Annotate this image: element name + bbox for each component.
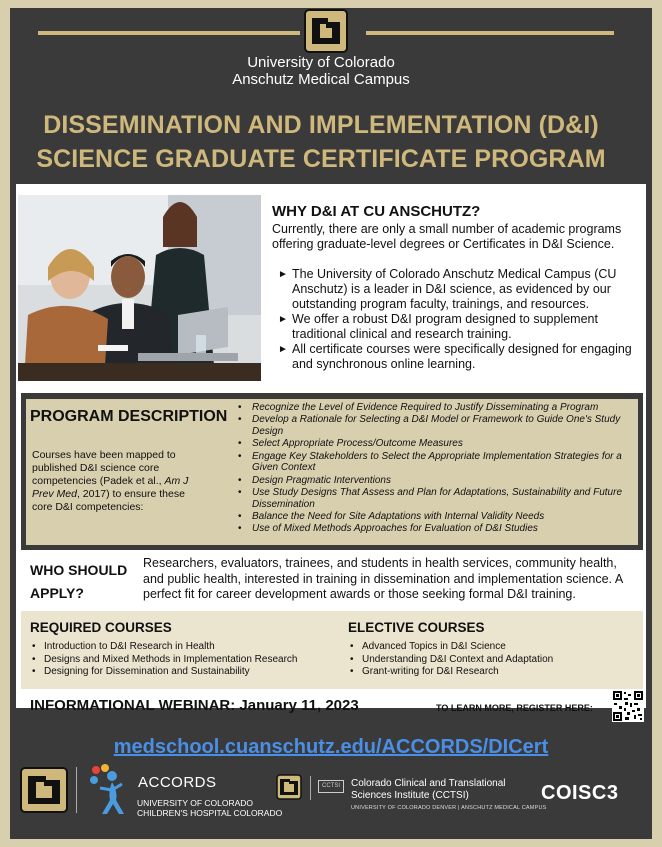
elective-courses-heading: ELECTIVE COURSES xyxy=(348,620,485,635)
program-url-link[interactable]: medschool.cuanschutz.edu/ACCORDS/DICert xyxy=(113,736,549,758)
list-item: • Understanding D&I Context and Adaptation xyxy=(348,654,638,667)
required-courses-list xyxy=(30,641,340,679)
required-courses-heading: REQUIRED COURSES xyxy=(30,620,172,635)
list-item: • Designs and Mixed Methods in Implementation Research xyxy=(30,654,340,667)
cctsi-badge: CCTSI xyxy=(318,780,344,793)
list-item: • Use Study Designs That Assess and Plan for Adaptations, Sustainability and Future Dissemination xyxy=(238,487,628,511)
list-item: ► The University of Colorado Anschutz Medical Campus (CU Anschutz) is a leader in D&I science, as evidenced by our outstanding program faculty, trainings, and resources. xyxy=(278,267,617,311)
university-name: University of Colorado xyxy=(247,54,395,71)
header-rule-left xyxy=(38,31,300,35)
list-item: • Develop a Rationale for Selecting a D&I Model or Framework to Guide One's Study Design xyxy=(238,414,628,438)
campus-name: Anschutz Medical Campus xyxy=(232,71,410,88)
why-bullets xyxy=(278,267,650,372)
who-text: Researchers, evaluators, trainees, and students in health services, community health, and public health, interested in training in dissemination and implementation science. A perfect fit for career development awards or those seeking formal D&I training. xyxy=(143,556,623,601)
arrow-bullet-icon: ► xyxy=(278,269,288,280)
list-item: ► We offer a robust D&I program designed to supplement traditional clinical and research training. xyxy=(278,312,598,341)
footer-divider xyxy=(76,767,77,813)
elective-courses-list xyxy=(348,641,638,679)
webinar-date: INFORMATIONAL WEBINAR: January 11, 2023 xyxy=(30,697,359,714)
footer-divider xyxy=(310,776,311,800)
why-heading: WHY D&I AT CU ANSCHUTZ? xyxy=(272,203,481,220)
program-title-line2: SCIENCE GRADUATE CERTIFICATE PROGRAM xyxy=(36,145,606,173)
coisc3-logo: COISC3 xyxy=(541,782,619,804)
accords-name: ACCORDS xyxy=(138,774,217,791)
list-item: ► All certificate courses were specifically designed for engaging and synchronous online learning. xyxy=(278,342,632,371)
students-photo xyxy=(18,195,261,381)
cctsi-name: Sciences Institute (CCTSI) xyxy=(351,790,469,801)
competency-list xyxy=(238,402,628,536)
list-item: • Engage Key Stakeholders to Select the Appropriate Implementation Strategies for a Given Context xyxy=(238,451,628,475)
arrow-bullet-icon: ► xyxy=(278,344,288,355)
cctsi-name: Colorado Clinical and Translational xyxy=(351,778,506,789)
list-item: • Grant-writing for D&I Research xyxy=(348,666,638,679)
learn-more-text: TO LEARN MORE, REGISTER HERE: xyxy=(436,703,593,713)
list-item: • Introduction to D&I Research in Health xyxy=(30,641,340,654)
list-item: • Designing for Dissemination and Sustainability xyxy=(30,666,340,679)
cu-logo-icon xyxy=(304,9,348,53)
accords-affiliation: CHILDREN'S HOSPITAL COLORADO xyxy=(137,808,283,818)
cctsi-affiliation: UNIVERSITY OF COLORADO DENVER | ANSCHUTZ MEDICAL CAMPUS xyxy=(351,805,547,811)
accords-affiliation: UNIVERSITY OF COLORADO xyxy=(137,798,254,808)
cu-small-logo-icon xyxy=(276,774,302,800)
program-title-line1: DISSEMINATION AND IMPLEMENTATION (D&I) xyxy=(43,111,599,139)
header-rule-right xyxy=(366,31,614,35)
program-heading: PROGRAM DESCRIPTION xyxy=(30,408,228,425)
arrow-bullet-icon: ► xyxy=(278,314,288,325)
list-item: • Use of Mixed Methods Approaches for Evaluation of D&I Studies xyxy=(238,523,628,535)
list-item: • Advanced Topics in D&I Science xyxy=(348,641,638,654)
list-item: • Balance the Need for Site Adaptations with Internal Validity Needs xyxy=(238,511,628,523)
program-description: Courses have been mapped to published D&I science core competencies (Padek et al., Am J Prev Med, 2017) to ensure these core D&I competencies: xyxy=(32,449,189,513)
list-item: • Design Pragmatic Interventions xyxy=(238,475,628,487)
cu-footer-logo-icon xyxy=(20,767,68,813)
accords-logo-icon xyxy=(88,762,128,816)
why-intro-text: Currently, there are only a small number of academic programs offering graduate-level degrees or Certificates in D&I Science. xyxy=(272,222,622,251)
list-item: • Select Appropriate Process/Outcome Measures xyxy=(238,438,628,450)
qr-code-icon[interactable] xyxy=(612,690,644,722)
list-item: • Recognize the Level of Evidence Required to Justify Disseminating a Program xyxy=(238,402,628,414)
who-heading: WHO SHOULD APPLY? xyxy=(30,562,128,601)
